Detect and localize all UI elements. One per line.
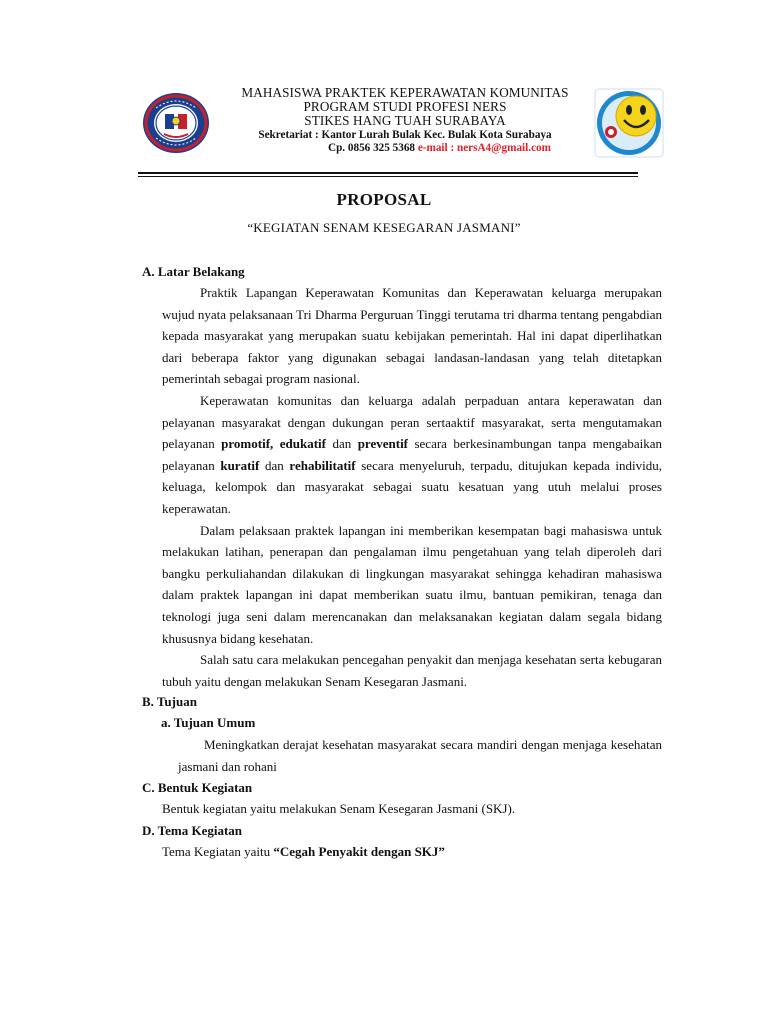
document-body: [142, 262, 662, 863]
bold-edukatif: edukatif: [279, 436, 326, 452]
bold-promotif: promotif,: [221, 436, 274, 452]
section-a-heading: A. Latar Belakang: [142, 264, 245, 279]
bold-rehabilitatif: rehabilitatif: [289, 457, 356, 473]
text-run: dan: [326, 436, 358, 452]
letterhead-phone: Cp. 0856 325 5368: [328, 142, 416, 154]
section-b-heading: B. Tujuan: [142, 694, 197, 710]
section-a-paragraph-3: Dalam pelaksaan praktek lapangan ini memberikan kesempatan bagi mahasiswa untuk melakukan latihan, penerapan dan pengalaman ilmu pengetahuan yang telah diperoleh dari bangku perkuliahandan dilakukan di lingkungan masyarakat sehingga kehadiran mahasiswa dalam praktek lapangan ini dapat memberikan suatu ilmu, bantuan pemikiran, tenaga dan teknologi juga seni dalam merencanakan dan melaksanakan kegiatan dalam segala bidang khususnya bidang kesehatan.: [162, 522, 662, 646]
document-subtitle: “KEGIATAN SENAM KESEGARAN JASMANI”: [247, 220, 521, 235]
bold-theme: “Cegah Penyakit dengan SKJ”: [273, 844, 445, 860]
section-c-heading: C. Bentuk Kegiatan: [142, 780, 253, 796]
letterhead-rule: [138, 172, 638, 174]
letterhead-line-2: PROGRAM STUDI PROFESI NERS: [303, 99, 507, 114]
stikes-hang-tuah-logo-icon: [142, 92, 210, 154]
section-a-paragraph-1: Praktik Lapangan Keperawatan Komunitas dan Keperawatan keluarga merupakan wujud nyata pelaksanaan Tri Dharma Perguruan Tinggi terutama tri dharma tentang pengabdian kepada masyarakat yang merupakan suatu kebijakan pemerintah. Hal ini dapat diperlihatkan dari beberapa faktor yang digunakan sebagai landasan-landasan yang telah ditetapkan pemerintah sebagai program nasional.: [162, 285, 662, 387]
section-a-paragraph-2: [142, 390, 662, 520]
letterhead-text: [210, 86, 600, 155]
letterhead-line-3: STIKES HANG TUAH SURABAYA: [304, 113, 506, 128]
bold-kuratif: kuratif: [220, 457, 260, 473]
document-title: PROPOSAL: [336, 190, 432, 209]
ners-a4-smiley-logo-icon: [594, 88, 664, 158]
text-run: Keperawatan komunitas dan keluarga adalah perpaduan antara keperawatan dan pelayanan masyarakat dengan dukungan peran sertaaktif masyarakat, serta mengutamakan pelayanan: [162, 392, 662, 452]
section-d-heading: D. Tema Kegiatan: [142, 823, 243, 839]
letterhead-contact: [210, 142, 600, 155]
text-run: secara menyeluruh, terpadu, ditujukan kepada individu, keluaga, kelompok dan masyarakat sebagai suatu kesatuan yang utuh melalui proses keperawatan.: [162, 457, 662, 516]
section-a-paragraph-4: Salah satu cara melakukan pencegahan penyakit dan menjaga kesehatan serta kebugaran tubuh yaitu dengan melakukan Senam Kesegaran Jasmani.: [162, 652, 662, 689]
section-d-paragraph-1: [142, 841, 662, 863]
letterhead-email: e-mail : nersA4@gmail.com: [417, 142, 551, 154]
text-run: secara berkesinambungan tanpa mengabaikan pelayanan: [162, 436, 662, 473]
text-run: Tema Kegiatan yaitu: [162, 844, 274, 860]
text-run: dan: [259, 457, 290, 473]
section-c-paragraph-1: Bentuk kegiatan yaitu melakukan Senam Kesegaran Jasmani (SKJ).: [162, 801, 516, 817]
bold-preventif: preventif: [357, 436, 409, 452]
letterhead-rule-thin: [138, 176, 638, 177]
letterhead-line-1: MAHASISWA PRAKTEK KEPERAWATAN KOMUNITAS: [241, 85, 569, 100]
letterhead-address: Sekretariat : Kantor Lurah Bulak Kec. Bulak Kota Surabaya: [258, 129, 552, 141]
letterhead: [138, 82, 638, 170]
section-b-subheading: a. Tujuan Umum: [161, 715, 256, 731]
section-b-paragraph-1: Meningkatkan derajat kesehatan masyarakat secara mandiri dengan menjaga kesehatan jasmani dan rohani: [178, 737, 662, 774]
